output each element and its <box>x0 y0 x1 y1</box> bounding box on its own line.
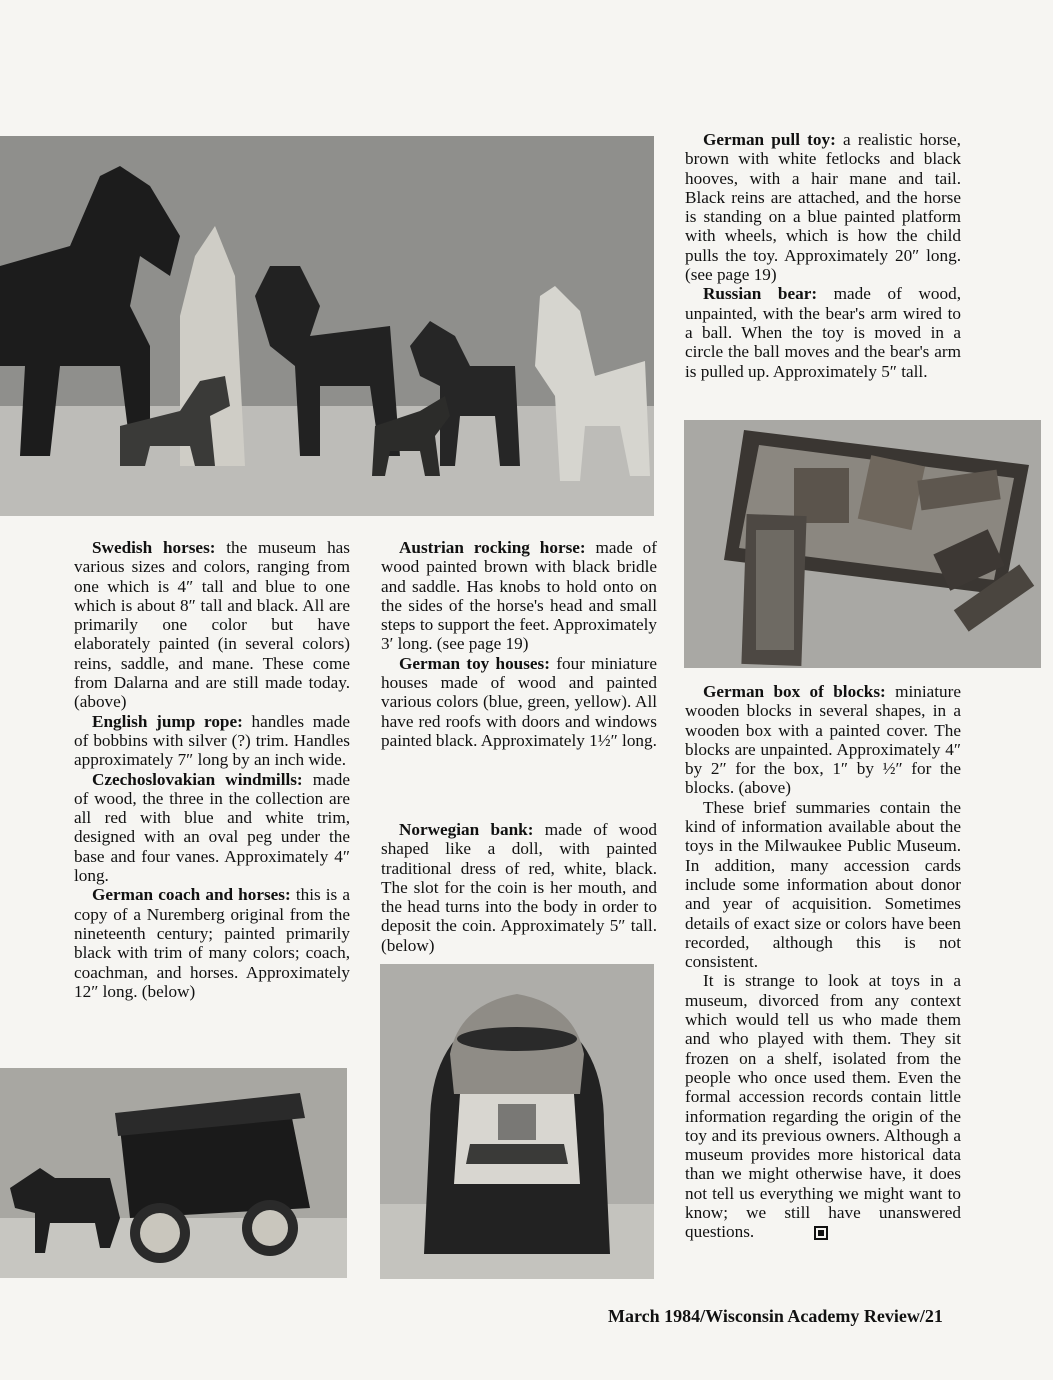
entry-english-jump-rope <box>74 712 350 770</box>
page-footer: March 1984/Wisconsin Academy Review/21 <box>608 1306 943 1326</box>
entry-german-toy-houses <box>381 654 657 750</box>
entry-title: Czechoslovakian windmills: <box>92 769 303 789</box>
entry-austrian-rocking-horse <box>381 538 657 654</box>
photo-german-coach <box>0 1068 347 1278</box>
photo-swedish-horses <box>0 136 654 516</box>
entry-title: Swedish horses: <box>92 538 216 557</box>
entry-body: a realistic horse, brown with white fetlocks and black hooves, with a hair mane and tail. Black reins are attached, and the horse is standing on a blue painted platform with wheels, which is how the child pulls the toy. Approximately 20″ long. (see page 19) <box>685 130 961 285</box>
entry-title: Russian bear: <box>703 284 818 304</box>
entry-swedish-horses <box>74 538 350 712</box>
entry-title: Austrian rocking horse: <box>399 538 586 557</box>
photo-norwegian-bank <box>380 964 654 1279</box>
entry-title: German toy houses: <box>399 653 550 673</box>
summary-paragraph: These brief summaries contain the kind of information available about the toys in the Milwaukee Public Museum. In addition, many accession cards include some information about donor and year of acquisition. Sometimes details of exact size or colors have been recorded, although this is not consistent. <box>685 797 961 972</box>
closing-text: It is strange to look at toys in a museum, divorced from any context which would tell us who made them and who played with them. They sit frozen on a shelf, isolated from the people who once used them. Even the formal accession records contain little information regarding the origin of the toy and its previous owners. Although a museum provides more historical data than we might otherwise have, it does not tell us everything we might want to know; we still have unanswered questions. <box>685 971 961 1242</box>
entry-title: German pull toy: <box>703 130 836 149</box>
entry-body: made of wood, unpainted, with the bear's arm wired to a ball. When the toy is moved in a circle the ball moves and the bear's arm is pulled up. Approximately 5″ tall. <box>685 284 961 381</box>
entry-german-pull-toy <box>685 130 961 284</box>
entry-title: English jump rope: <box>92 711 243 731</box>
entry-german-box-of-blocks <box>685 682 961 798</box>
entry-german-coach <box>74 885 350 1001</box>
entry-title: Norwegian bank: <box>399 820 534 839</box>
entry-body: handles made of bobbins with silver (?) trim. Handles approximately 7″ long by an inch wide. <box>74 711 350 770</box>
closing-paragraph <box>685 971 961 1241</box>
text-column-1 <box>74 538 350 1001</box>
entry-body: four miniature houses made of wood and painted various colors (blue, green, yellow). All have red roofs with doors and windows painted black. Approximately 1½″ long. <box>381 653 658 750</box>
text-column-3-lower <box>685 682 961 1242</box>
entry-body: made of wood shaped like a doll, with painted traditional dress of red, white, black. The slot for the coin is her mouth, and the head turns into the body in order to deposit the coin. Approximately 5″ tall. (below) <box>381 820 657 955</box>
entry-body: miniature wooden blocks in several shapes, in a wooden box with a painted cover. The blocks are unpainted. Approximately 4″ by 2″ for the box, 1″ by ½″ for the blocks. (above) <box>685 682 961 798</box>
entry-title: German box of blocks: <box>703 682 886 701</box>
entry-czech-windmills <box>74 770 350 886</box>
entry-body: made of wood, the three in the collection are all red with blue and white trim, designed with an oval peg under the base and four vanes. Approximately 4″ long. <box>74 769 350 886</box>
entry-body: this is a copy of a Nuremberg original from the nineteenth century; painted primarily black with trim of many colors; coach, coachman, and horses. Approximately 12″ long. (below) <box>74 885 350 1001</box>
entry-body: the museum has various sizes and colors, ranging from one which is 4″ tall and blue to one which is about 8″ tall and black. All are primarily one color but have elaborately painted (in several colors) reins, saddle, and mane. These come from Dalarna and are still made today. (above) <box>74 538 350 712</box>
entry-russian-bear <box>685 284 961 380</box>
end-of-article-icon <box>814 1226 828 1240</box>
entry-title: German coach and horses: <box>92 885 291 905</box>
photo-box-of-blocks <box>684 420 1041 668</box>
text-column-3-upper <box>685 130 961 381</box>
text-column-2-lower <box>381 820 657 955</box>
text-column-2 <box>381 538 657 750</box>
entry-norwegian-bank <box>381 820 657 955</box>
entry-body: made of wood painted brown with black bridle and saddle. Has knobs to hold onto on the sides of the horse's head and small steps to support the feet. Approximately 3′ long. (see page 19) <box>381 538 657 654</box>
